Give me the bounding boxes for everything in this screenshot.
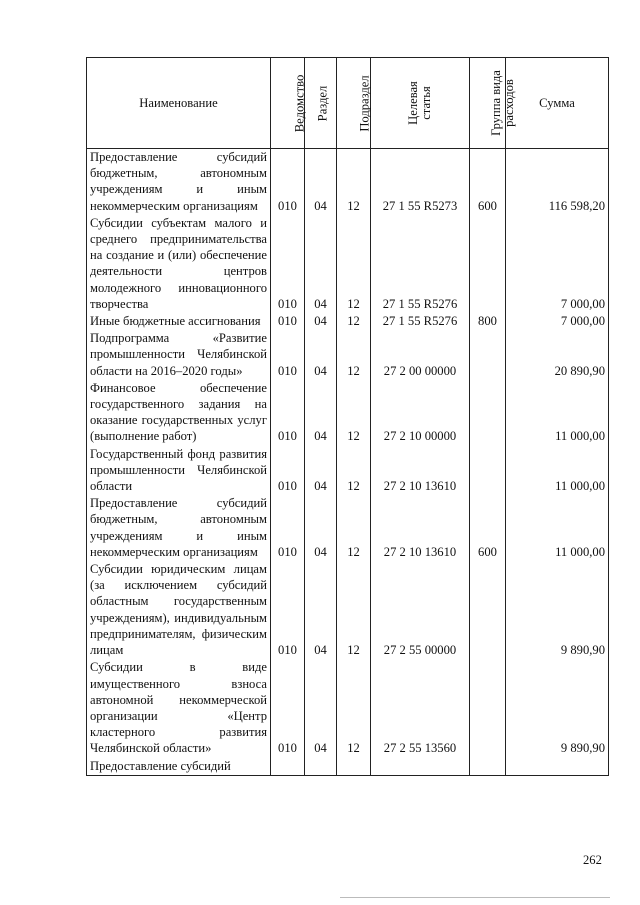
- table-row: [87, 313, 609, 330]
- row-subsection: 12: [337, 215, 371, 313]
- row-sum: [506, 758, 609, 776]
- table-row: [87, 446, 609, 496]
- header-name: Наименование: [87, 58, 271, 149]
- row-name: Субсидии в виде имущественного взноса автономной некоммерческой организации «Центр кластерного развития Челябинской области»: [87, 659, 271, 757]
- table-row: [87, 758, 609, 776]
- row-subsection: 12: [337, 495, 371, 561]
- row-section: 04: [305, 330, 337, 380]
- row-dept: 010: [271, 330, 305, 380]
- row-section: 04: [305, 149, 337, 215]
- table-row: [87, 330, 609, 380]
- row-subsection: 12: [337, 149, 371, 215]
- row-sum: 11 000,00: [506, 380, 609, 446]
- row-subsection: 12: [337, 561, 371, 659]
- row-target: 27 2 10 13610: [371, 495, 470, 561]
- row-dept: 010: [271, 313, 305, 330]
- row-expense-group: [470, 330, 506, 380]
- row-name: Финансовое обеспечение государственного задания на оказание государственных услуг (выполнение работ): [87, 380, 271, 446]
- header-sum: Сумма: [506, 58, 609, 149]
- row-subsection: 12: [337, 659, 371, 757]
- budget-table: [86, 57, 609, 776]
- row-sum: 9 890,90: [506, 561, 609, 659]
- row-target: 27 2 55 00000: [371, 561, 470, 659]
- table-row: [87, 380, 609, 446]
- row-dept: 010: [271, 659, 305, 757]
- row-expense-group: [470, 215, 506, 313]
- row-dept: 010: [271, 380, 305, 446]
- row-section: 04: [305, 561, 337, 659]
- header-expense-group: Группа вида расходов: [470, 58, 506, 149]
- row-sum: 9 890,90: [506, 659, 609, 757]
- header-target: Целевая статья: [371, 58, 470, 149]
- row-name: Предоставление субсидий бюджетным, автономным учреждениям и иным некоммерческим организациям: [87, 495, 271, 561]
- table-row: [87, 659, 609, 757]
- row-subsection: 12: [337, 313, 371, 330]
- row-sum: 11 000,00: [506, 446, 609, 496]
- table-row: [87, 149, 609, 215]
- row-sum: 20 890,90: [506, 330, 609, 380]
- row-section: 04: [305, 495, 337, 561]
- row-expense-group: 600: [470, 149, 506, 215]
- row-section: [305, 758, 337, 776]
- row-name: Иные бюджетные ассигнования: [87, 313, 271, 330]
- header-subsection: Подраздел: [337, 58, 371, 149]
- row-name: Субсидии юридическим лицам (за исключением субсидий областным государственным учреждениям), индивидуальным предпринимателям, физическим лицам: [87, 561, 271, 659]
- row-target: 27 1 55 R5276: [371, 313, 470, 330]
- row-dept: 010: [271, 149, 305, 215]
- row-subsection: 12: [337, 446, 371, 496]
- row-expense-group: [470, 446, 506, 496]
- row-subsection: 12: [337, 330, 371, 380]
- table-header: [87, 58, 609, 149]
- page-number: 262: [583, 853, 602, 867]
- row-section: 04: [305, 446, 337, 496]
- table-row: [87, 561, 609, 659]
- row-dept: [271, 758, 305, 776]
- row-sum: 116 598,20: [506, 149, 609, 215]
- row-target: 27 1 55 R5273: [371, 149, 470, 215]
- row-expense-group: [470, 659, 506, 757]
- row-target: 27 2 55 13560: [371, 659, 470, 757]
- row-section: 04: [305, 659, 337, 757]
- row-dept: 010: [271, 446, 305, 496]
- table-body: [87, 149, 609, 776]
- row-sum: 11 000,00: [506, 495, 609, 561]
- table-row: [87, 495, 609, 561]
- header-dept: Ведомство: [271, 58, 305, 149]
- row-dept: 010: [271, 561, 305, 659]
- row-expense-group: [470, 561, 506, 659]
- row-section: 04: [305, 380, 337, 446]
- row-target: 27 2 00 00000: [371, 330, 470, 380]
- row-sum: 7 000,00: [506, 313, 609, 330]
- footer-divider: [340, 897, 610, 898]
- row-target: 27 1 55 R5276: [371, 215, 470, 313]
- row-expense-group: [470, 758, 506, 776]
- row-target: [371, 758, 470, 776]
- row-name: Предоставление субсидий бюджетным, автономным учреждениям и иным некоммерческим организациям: [87, 149, 271, 215]
- row-section: 04: [305, 313, 337, 330]
- header-section: Раздел: [305, 58, 337, 149]
- row-expense-group: [470, 380, 506, 446]
- row-name: Государственный фонд развития промышленности Челябинской области: [87, 446, 271, 496]
- row-dept: 010: [271, 495, 305, 561]
- row-name: Подпрограмма «Развитие промышленности Челябинской области на 2016–2020 годы»: [87, 330, 271, 380]
- row-subsection: [337, 758, 371, 776]
- row-subsection: 12: [337, 380, 371, 446]
- row-section: 04: [305, 215, 337, 313]
- row-name: Предоставление субсидий: [87, 758, 271, 776]
- row-dept: 010: [271, 215, 305, 313]
- row-target: 27 2 10 13610: [371, 446, 470, 496]
- table-row: [87, 215, 609, 313]
- row-expense-group: 600: [470, 495, 506, 561]
- row-name: Субсидии субъектам малого и среднего предпринимательства на создание и (или) обеспечение деятельности центров молодежного инновационного творчества: [87, 215, 271, 313]
- row-sum: 7 000,00: [506, 215, 609, 313]
- row-expense-group: 800: [470, 313, 506, 330]
- row-target: 27 2 10 00000: [371, 380, 470, 446]
